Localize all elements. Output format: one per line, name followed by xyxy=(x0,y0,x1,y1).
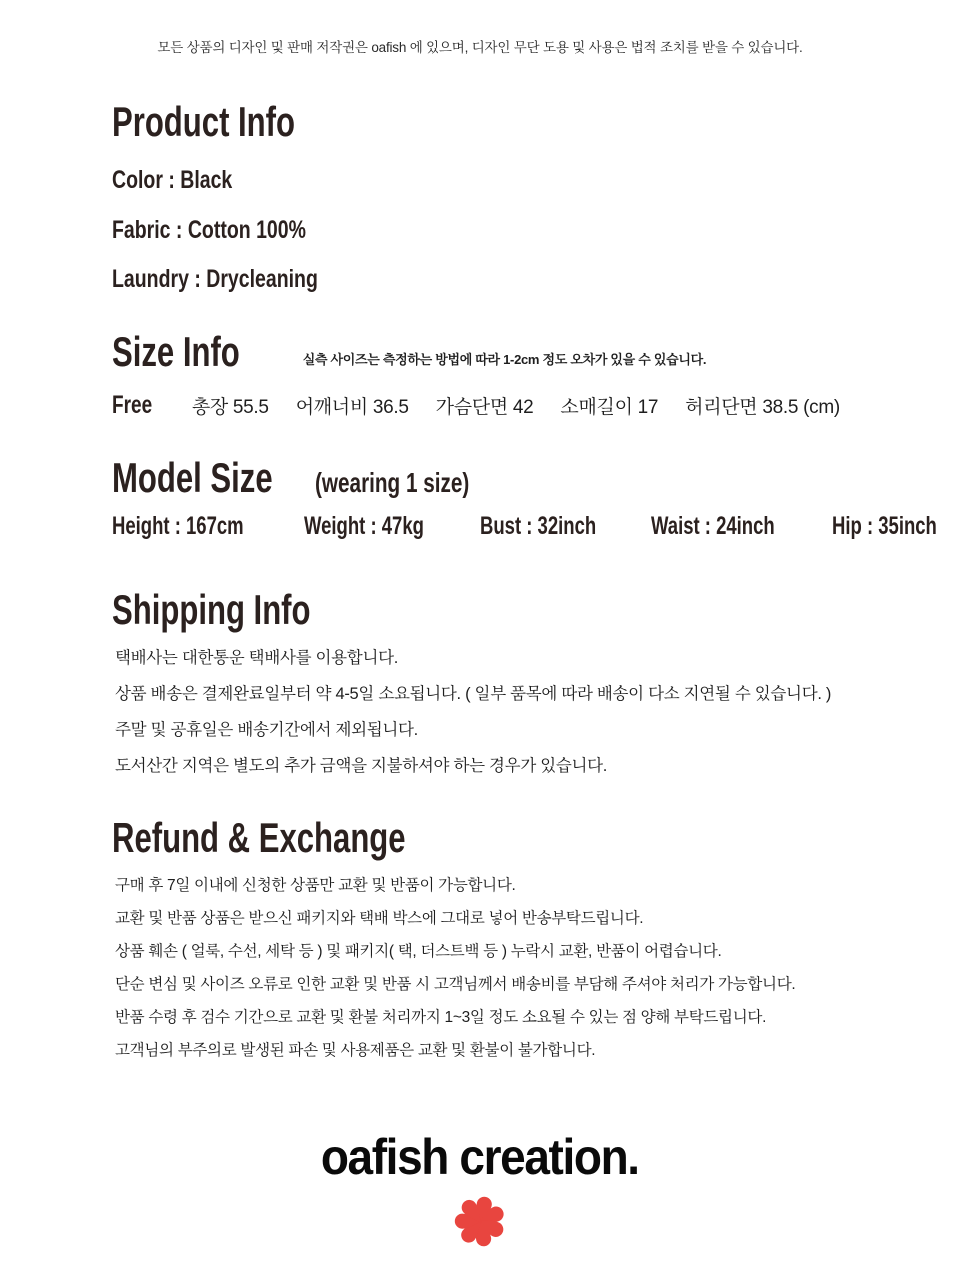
copyright-notice: 모든 상품의 디자인 및 판매 저작권은 oafish 에 있으며, 디자인 무단 도용 및 사용은 법적 조치를 받을 수 있습니다. xyxy=(157,40,803,55)
size-info-title: Size Info xyxy=(112,328,240,375)
model-spec-row xyxy=(112,514,960,539)
size-label: Free xyxy=(112,391,153,419)
shipping-line: 도서산간 지역은 별도의 추가 금액을 지불하셔야 하는 경우가 있습니다. xyxy=(115,757,608,775)
product-info-title: Product Info xyxy=(112,98,296,145)
product-laundry-row: Laundry : Drycleaning xyxy=(112,265,318,293)
model-hip: Hip : 35inch xyxy=(832,512,937,540)
measure-sleeve: 소매길이 17 xyxy=(560,397,659,418)
refund-exchange-lines xyxy=(115,869,795,1067)
refund-line: 고객님의 부주의로 발생된 파손 및 사용제품은 교환 및 환불이 불가합니다. xyxy=(115,1042,596,1059)
shipping-line: 택배사는 대한통운 택배사를 이용합니다. xyxy=(115,649,399,667)
model-waist: Waist : 24inch xyxy=(650,512,775,540)
brand-logo-text: oafish creation. xyxy=(321,1129,639,1185)
refund-line: 구매 후 7일 이내에 신청한 상품만 교환 및 반품이 가능합니다. xyxy=(115,877,516,894)
model-weight: Weight : 47kg xyxy=(303,512,424,540)
model-size-subtitle: (wearing 1 size) xyxy=(315,467,470,498)
model-size-title: Model Size xyxy=(112,454,273,501)
refund-line: 반품 수령 후 검수 기간으로 교환 및 환불 처리까지 1~3일 정도 소요될 수 있는 점 양해 부탁드립니다. xyxy=(115,1009,767,1026)
product-fabric-row: Fabric : Cotton 100% xyxy=(112,216,306,244)
measure-shoulder: 어깨너비 36.5 xyxy=(295,397,409,418)
refund-line: 상품 훼손 ( 얼룩, 수선, 세탁 등 ) 및 패키지( 택, 더스트백 등 ) 누락시 교환, 반품이 어렵습니다. xyxy=(115,943,722,960)
refund-line: 단순 변심 및 사이즈 오류로 인한 교환 및 반품 시 고객님께서 배송비를 부담해 주셔야 처리가 가능합니다. xyxy=(115,976,796,993)
product-color-row: Color : Black xyxy=(112,166,233,194)
shipping-line: 상품 배송은 결제완료일부터 약 4-5일 소요됩니다. ( 일부 품목에 따라 배송이 다소 지연될 수 있습니다. ) xyxy=(115,685,832,703)
measure-waist: 허리단면 38.5 (cm) xyxy=(685,397,840,418)
refund-line: 교환 및 반품 상품은 받으신 패키지와 택배 박스에 그대로 넣어 반송부탁드립니다. xyxy=(115,910,644,927)
shipping-info-title: Shipping Info xyxy=(112,586,311,633)
shipping-info-lines xyxy=(115,640,831,784)
size-measurement-row xyxy=(112,391,840,420)
flower-icon xyxy=(444,1184,516,1256)
measure-chest: 가슴단면 42 xyxy=(435,397,534,418)
brand-flower-mark xyxy=(0,1184,960,1261)
size-info-header xyxy=(112,328,707,375)
model-bust: Bust : 32inch xyxy=(479,512,597,540)
measure-total-length: 총장 55.5 xyxy=(191,397,269,418)
model-size-header xyxy=(112,454,524,501)
model-height: Height : 167cm xyxy=(112,512,244,540)
size-info-note: 실측 사이즈는 측정하는 방법에 따라 1-2cm 정도 오차가 있을 수 있습니다. xyxy=(302,352,707,367)
shipping-line: 주말 및 공휴일은 배송기간에서 제외됩니다. xyxy=(115,721,418,739)
refund-exchange-title: Refund & Exchange xyxy=(112,814,406,861)
